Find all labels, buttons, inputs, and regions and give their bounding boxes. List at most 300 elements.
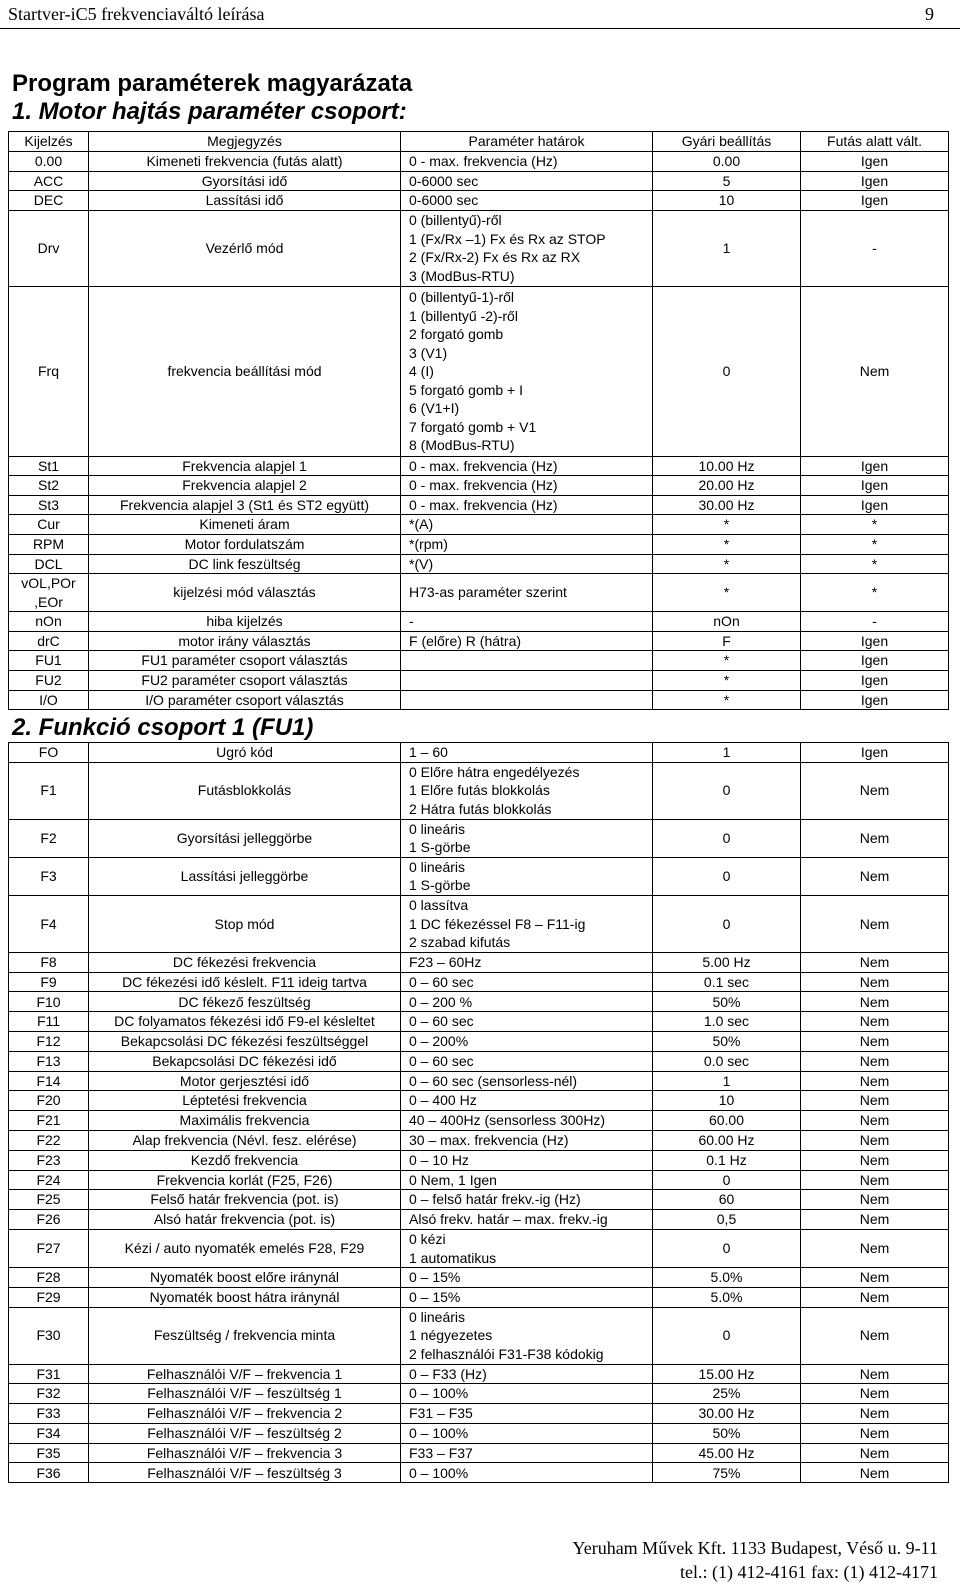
param-runtime-change: Nem [801,857,949,895]
range-line: 0 Előre hátra engedélyezés [409,763,580,780]
param-description: Frekvencia alapjel 2 [89,476,401,496]
table-row [9,857,949,895]
param-range [401,534,653,554]
table-row [9,1463,949,1483]
param-description: Vezérlő mód [89,210,401,286]
param-default: 5.0% [653,1268,801,1288]
param-code: St1 [9,456,89,476]
param-code: Cur [9,515,89,535]
range-line: Alsó frekv. határ – max. frekv.-ig [409,1211,608,1228]
table-row [9,895,949,952]
param-description: FU1 paraméter csoport választás [89,651,401,671]
table-row [9,952,949,972]
range-line: 0 – 100% [409,1425,469,1442]
param-code: St3 [9,495,89,515]
range-line: 0 lineáris [409,1308,466,1325]
param-description: Gyorsítási idő [89,171,401,191]
param-range [401,152,653,172]
param-default: 0 [653,895,801,952]
param-code: F22 [9,1130,89,1150]
table-row [9,191,949,211]
range-line: 0 – 60 sec (sensorless-nél) [409,1072,578,1089]
param-default: * [653,690,801,710]
param-code: F12 [9,1031,89,1051]
param-range [401,1364,653,1384]
page-header [8,4,948,30]
range-line: 2 felhasználói F31-F38 kódokig [409,1345,604,1362]
param-code: F33 [9,1404,89,1424]
table-row [9,1423,949,1443]
range-line: 8 (ModBus-RTU) [409,437,515,454]
param-description: hiba kijelzés [89,612,401,632]
param-code: F28 [9,1268,89,1288]
param-default: * [653,534,801,554]
param-default: 0.00 [653,152,801,172]
range-line: 0 – F33 (Hz) [409,1365,487,1382]
param-description: Felhasználói V/F – feszültség 2 [89,1423,401,1443]
table-row [9,1071,949,1091]
range-line: H73-as paraméter szerint [409,584,567,601]
param-range [401,1012,653,1032]
param-default: * [653,515,801,535]
param-default: 0.0 sec [653,1051,801,1071]
param-range [401,1031,653,1051]
table-row [9,515,949,535]
range-line: 0 - max. frekvencia (Hz) [409,477,558,494]
param-range [401,631,653,651]
param-runtime-change: * [801,554,949,574]
param-range [401,495,653,515]
table-row [9,1111,949,1131]
param-code: vOL,POr ,EOr [9,574,89,612]
param-code: F27 [9,1229,89,1267]
param-default: 5.0% [653,1287,801,1307]
range-line: 0 Nem, 1 Igen [409,1171,497,1188]
param-range [401,1423,653,1443]
param-range [401,1443,653,1463]
param-runtime-change: Igen [801,456,949,476]
param-runtime-change: Nem [801,1210,949,1230]
range-line: 0 lineáris [409,858,466,875]
page-number: 9 [925,4,934,24]
param-description: DC fékezési idő késlelt. F11 ideig tartva [89,972,401,992]
range-line: 0 lineáris [409,820,466,837]
table-row [9,554,949,574]
param-range [401,992,653,1012]
param-range [401,1130,653,1150]
table-row [9,992,949,1012]
table-row [9,1384,949,1404]
param-range [401,1229,653,1267]
param-code: F13 [9,1051,89,1071]
param-code: Drv [9,210,89,286]
motor-parameter-table [8,131,949,710]
param-runtime-change: - [801,612,949,632]
param-code: F23 [9,1150,89,1170]
param-description: Felhasználói V/F – frekvencia 2 [89,1404,401,1424]
param-code: F14 [9,1071,89,1091]
param-code: nOn [9,612,89,632]
param-description: Lassítási idő [89,191,401,211]
param-description: motor irány választás [89,631,401,651]
param-description: DC link feszültség [89,554,401,574]
range-line: 0 – 15% [409,1289,461,1306]
param-code: F32 [9,1384,89,1404]
range-line: 3 (ModBus-RTU) [409,267,515,284]
param-runtime-change: Nem [801,1287,949,1307]
table-row [9,1268,949,1288]
param-default: 0 [653,819,801,857]
param-code: RPM [9,534,89,554]
function-group-table [8,742,949,1483]
param-default: 10.00 Hz [653,456,801,476]
param-runtime-change: Nem [801,1423,949,1443]
param-runtime-change: Nem [801,1170,949,1190]
table-row [9,1031,949,1051]
param-description: Felhasználói V/F – frekvencia 3 [89,1443,401,1463]
table-row [9,972,949,992]
param-default: 0 [653,1307,801,1364]
param-code: F9 [9,972,89,992]
param-code: F3 [9,857,89,895]
range-line: 0 – 60 sec [409,973,474,990]
table-row [9,819,949,857]
param-runtime-change: - [801,210,949,286]
param-default: 30.00 Hz [653,1404,801,1424]
param-description: Frekvencia alapjel 1 [89,456,401,476]
table-row [9,743,949,763]
param-default: 60 [653,1190,801,1210]
param-code: FO [9,743,89,763]
range-line: 1 (Fx/Rx –1) Fx és Rx az STOP [409,230,606,247]
range-line: 0 – 100% [409,1464,469,1481]
param-range [401,895,653,952]
param-runtime-change: Nem [801,1443,949,1463]
param-runtime-change: Nem [801,287,949,456]
param-range [401,1111,653,1131]
table-row [9,152,949,172]
param-description: Kimeneti frekvencia (futás alatt) [89,152,401,172]
param-runtime-change: Igen [801,171,949,191]
param-default: 50% [653,1423,801,1443]
table-row [9,612,949,632]
column-header: Futás alatt vált. [801,132,949,152]
param-runtime-change: * [801,534,949,554]
table-row [9,1307,949,1364]
range-line: 1 automatikus [409,1249,497,1266]
table-header-row [9,132,949,152]
table-row [9,631,949,651]
param-description: Motor fordulatszám [89,534,401,554]
range-line: *(rpm) [409,535,448,552]
param-default: 75% [653,1463,801,1483]
param-description: Bekapcsolási DC fékezési idő [89,1051,401,1071]
param-runtime-change: Igen [801,476,949,496]
param-default: 0.1 Hz [653,1150,801,1170]
param-code: DCL [9,554,89,574]
param-range [401,1091,653,1111]
param-default: 15.00 Hz [653,1364,801,1384]
param-runtime-change: Nem [801,1364,949,1384]
param-description: Frekvencia korlát (F25, F26) [89,1170,401,1190]
page-footer [573,1536,938,1584]
param-description: FU2 paraméter csoport választás [89,670,401,690]
param-runtime-change: Nem [801,1150,949,1170]
param-description: kijelzési mód választás [89,574,401,612]
program-title: Program paraméterek magyarázata [12,70,413,97]
param-description: Felhasználói V/F – feszültség 3 [89,1463,401,1483]
param-range [401,515,653,535]
param-runtime-change: Igen [801,690,949,710]
param-runtime-change: Nem [801,1091,949,1111]
param-default: 50% [653,1031,801,1051]
param-range [401,743,653,763]
range-line: 1 – 60 [409,744,448,761]
table-row [9,1229,949,1267]
param-runtime-change: Nem [801,992,949,1012]
section2-title: 2. Funkció csoport 1 (FU1) [12,714,314,741]
param-description: Felhasználói V/F – frekvencia 1 [89,1364,401,1384]
param-range [401,554,653,574]
param-default: * [653,670,801,690]
param-description: DC folyamatos fékezési idő F9-el késleltet [89,1012,401,1032]
param-description: Bekapcsolási DC fékezési feszültséggel [89,1031,401,1051]
param-code: F8 [9,952,89,972]
param-default: 1 [653,210,801,286]
param-default: 0 [653,1229,801,1267]
table-row [9,476,949,496]
param-runtime-change: Nem [801,1111,949,1131]
param-range [401,1190,653,1210]
range-line: 0 – 60 sec [409,1013,474,1030]
param-code: I/O [9,690,89,710]
column-header: Paraméter határok [401,132,653,152]
param-range [401,210,653,286]
table-row [9,1443,949,1463]
param-code: F24 [9,1170,89,1190]
param-runtime-change: Nem [801,952,949,972]
param-runtime-change: Igen [801,631,949,651]
range-line: 30 – max. frekvencia (Hz) [409,1132,569,1149]
param-code: DEC [9,191,89,211]
range-line: 6 (V1+I) [409,400,460,417]
param-runtime-change: Nem [801,1051,949,1071]
range-line: *(A) [409,516,434,533]
param-range [401,1307,653,1364]
table-row [9,171,949,191]
param-runtime-change: Nem [801,1012,949,1032]
company-contact: tel.: (1) 412-4161 fax: (1) 412-4171 [680,1562,938,1582]
range-line: 0 – 200% [409,1033,469,1050]
range-line: 0-6000 sec [409,172,479,189]
param-range [401,1170,653,1190]
param-default: nOn [653,612,801,632]
param-runtime-change: * [801,574,949,612]
param-default: * [653,574,801,612]
range-line: 0 – felső határ frekv.-ig (Hz) [409,1191,581,1208]
param-runtime-change: Nem [801,762,949,819]
param-range [401,670,653,690]
param-code: F2 [9,819,89,857]
param-range [401,1287,653,1307]
param-code: F4 [9,895,89,952]
column-header: Gyári beállítás [653,132,801,152]
param-code: 0.00 [9,152,89,172]
range-line: 5 forgató gomb + I [409,381,524,398]
param-description: frekvencia beállítási mód [89,287,401,456]
param-range [401,1463,653,1483]
param-description: Kimeneti áram [89,515,401,535]
param-code: F21 [9,1111,89,1131]
range-line: 0 lassítva [409,897,469,914]
range-line: 2 szabad kifutás [409,934,511,951]
range-line: 0 - max. frekvencia (Hz) [409,153,558,170]
param-range [401,1384,653,1404]
param-code: FU1 [9,651,89,671]
table-row [9,1130,949,1150]
param-description: Kezdő frekvencia [89,1150,401,1170]
table-row [9,1404,949,1424]
param-runtime-change: Igen [801,152,949,172]
param-range [401,762,653,819]
param-runtime-change: Igen [801,743,949,763]
param-code: F35 [9,1443,89,1463]
param-default: 45.00 Hz [653,1443,801,1463]
param-default: 1.0 sec [653,1012,801,1032]
param-range [401,171,653,191]
table-row [9,1012,949,1032]
param-default: 5.00 Hz [653,952,801,972]
param-default: 50% [653,992,801,1012]
param-range [401,1150,653,1170]
param-runtime-change: Nem [801,1268,949,1288]
param-code: F34 [9,1423,89,1443]
section1-title: 1. Motor hajtás paraméter csoport: [12,98,407,125]
param-description: Alsó határ frekvencia (pot. is) [89,1210,401,1230]
param-default: 0 [653,287,801,456]
param-description: Maximális frekvencia [89,1111,401,1131]
range-line: 0 - max. frekvencia (Hz) [409,457,558,474]
range-line: 1 Előre futás blokkolás [409,782,550,799]
param-description: Futásblokkolás [89,762,401,819]
param-runtime-change: Nem [801,1384,949,1404]
table-row [9,495,949,515]
param-description: Frekvencia alapjel 3 (St1 és ST2 együtt) [89,495,401,515]
param-default: * [653,651,801,671]
param-range [401,191,653,211]
param-runtime-change: Nem [801,1463,949,1483]
param-runtime-change: Nem [801,1229,949,1267]
param-default: 1 [653,1071,801,1091]
param-runtime-change: * [801,515,949,535]
document-title: Startver-iC5 frekvenciaváltó leírása [8,4,265,24]
range-line: 1 DC fékezéssel F8 – F11-ig [409,915,586,932]
param-description: DC fékezési frekvencia [89,952,401,972]
table-row [9,210,949,286]
param-code: F29 [9,1287,89,1307]
header-divider [0,28,960,29]
param-runtime-change: Igen [801,670,949,690]
param-code: F1 [9,762,89,819]
param-description: Gyorsítási jelleggörbe [89,819,401,857]
table-row [9,690,949,710]
param-default: 0 [653,1170,801,1190]
param-range [401,1268,653,1288]
range-line: 3 (V1) [409,344,448,361]
param-default: 10 [653,191,801,211]
table-row [9,670,949,690]
param-code: F10 [9,992,89,1012]
range-line: 0-6000 sec [409,192,479,209]
range-line: *(V) [409,555,434,572]
param-runtime-change: Nem [801,1404,949,1424]
param-code: FU2 [9,670,89,690]
range-line: 1 S-görbe [409,877,471,894]
table-row [9,1210,949,1230]
table-row [9,1150,949,1170]
param-default: 1 [653,743,801,763]
range-line: 0 – 200 % [409,993,473,1010]
range-line: 1 S-görbe [409,839,471,856]
param-runtime-change: Nem [801,1190,949,1210]
range-line: 0 – 60 sec [409,1052,474,1069]
param-runtime-change: Igen [801,495,949,515]
column-header: Megjegyzés [89,132,401,152]
param-code: F20 [9,1091,89,1111]
range-line: F33 – F37 [409,1444,473,1461]
range-line: 0 – 15% [409,1269,461,1286]
table-row [9,1190,949,1210]
range-line: F23 – 60Hz [409,953,482,970]
param-code: F36 [9,1463,89,1483]
range-line: 4 (I) [409,363,434,380]
range-line: F31 – F35 [409,1405,473,1422]
param-range [401,857,653,895]
range-line: 0 – 10 Hz [409,1151,469,1168]
param-runtime-change: Nem [801,1130,949,1150]
range-line: 0 kézi [409,1231,446,1248]
param-range [401,819,653,857]
param-default: 0.1 sec [653,972,801,992]
param-range [401,1071,653,1091]
param-code: F11 [9,1012,89,1032]
param-default: * [653,554,801,574]
range-line: 1 négyezetes [409,1327,493,1344]
table-row [9,287,949,456]
param-runtime-change: Nem [801,1031,949,1051]
param-description: Kézi / auto nyomaték emelés F28, F29 [89,1229,401,1267]
param-default: 60.00 [653,1111,801,1131]
param-range [401,1210,653,1230]
param-description: Lassítási jelleggörbe [89,857,401,895]
param-range [401,1051,653,1071]
range-line: 2 forgató gomb [409,326,504,343]
param-range [401,287,653,456]
param-range [401,1404,653,1424]
param-default: F [653,631,801,651]
param-runtime-change: Nem [801,895,949,952]
table-row [9,1170,949,1190]
param-code: ACC [9,171,89,191]
param-code: F25 [9,1190,89,1210]
param-default: 30.00 Hz [653,495,801,515]
param-runtime-change: Nem [801,1071,949,1091]
range-line: 0 – 100% [409,1385,469,1402]
table-row [9,651,949,671]
param-description: Léptetési frekvencia [89,1091,401,1111]
param-description: Motor gerjesztési idő [89,1071,401,1091]
param-runtime-change: Igen [801,651,949,671]
